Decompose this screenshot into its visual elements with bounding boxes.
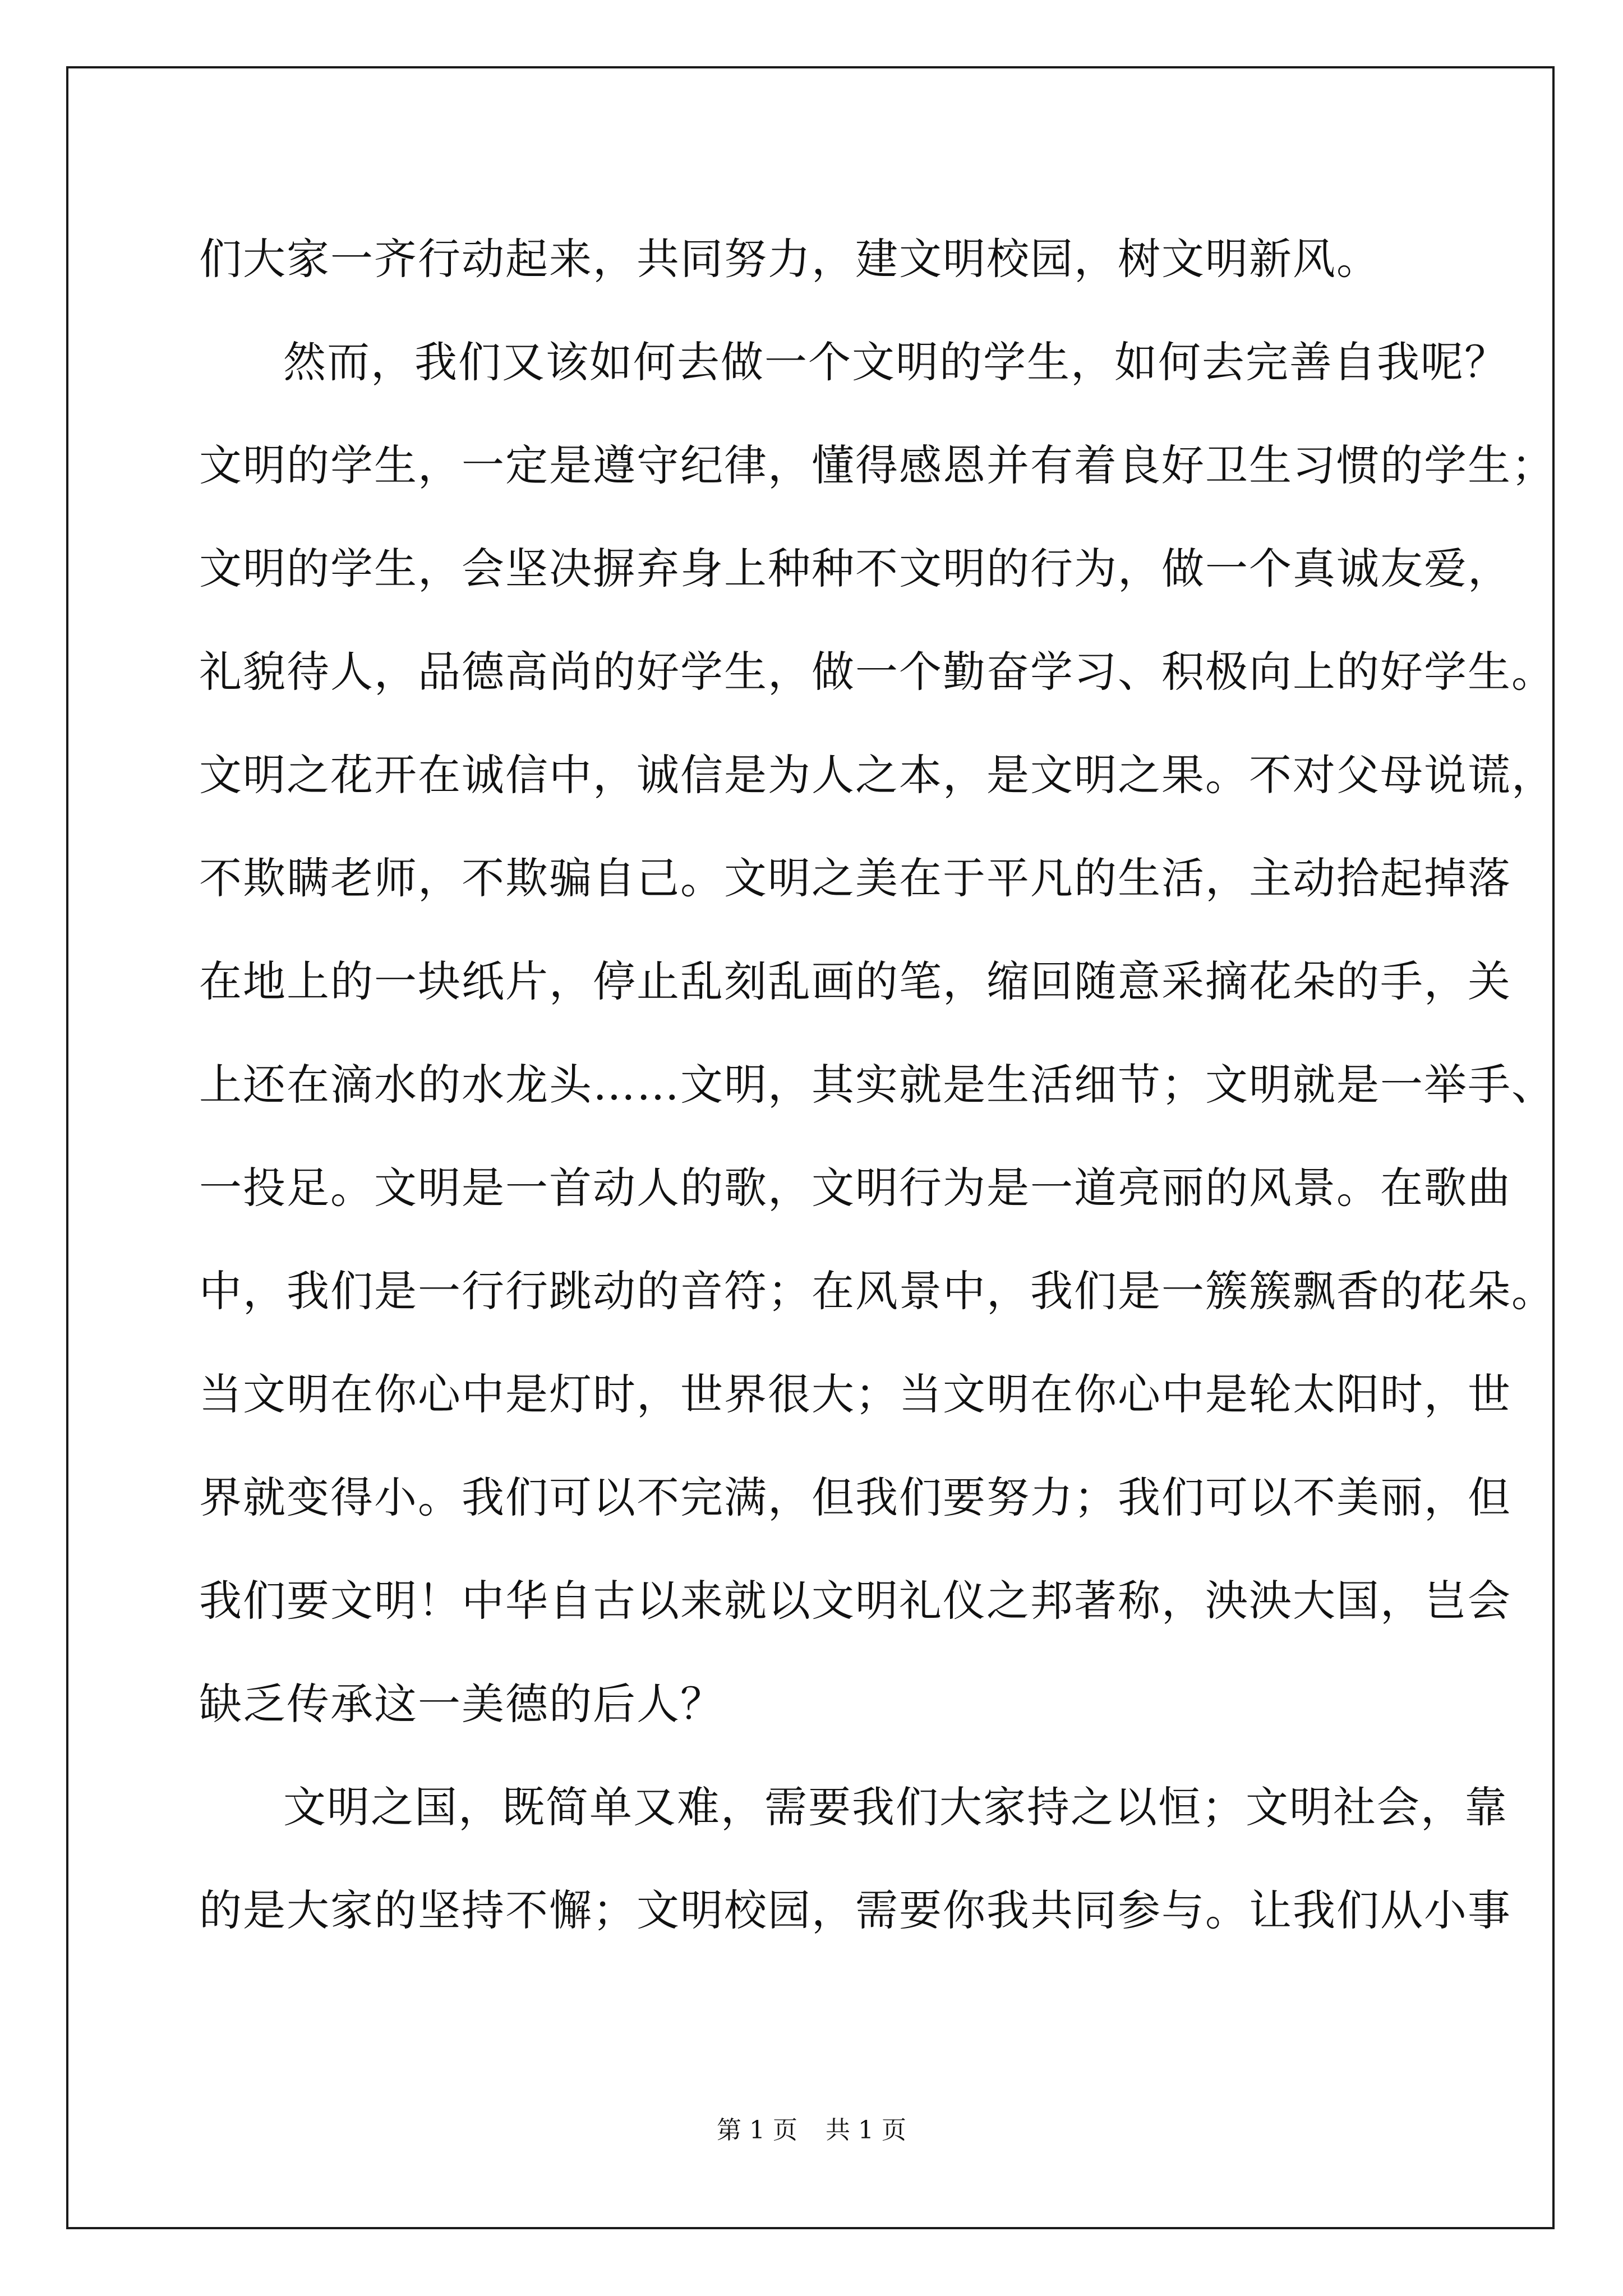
text-line: 文明之国，既简单又难，需要我们大家持之以恒；文明社会，靠 [283, 1782, 1508, 1832]
page-footer [0, 2114, 1623, 2147]
text-line: 文明的学生，一定是遵守纪律，懂得感恩并有着良好卫生习惯的学生； [199, 440, 1555, 490]
text-line: 然而，我们又该如何去做一个文明的学生，如何去完善自我呢？ [283, 337, 1508, 387]
document-body [199, 208, 1555, 1962]
text-line: 界就变得小。我们可以不完满，但我们要努力；我们可以不美丽，但 [199, 1473, 1511, 1522]
text-line: 一投足。文明是一首动人的歌，文明行为是一道亮丽的风景。在歌曲 [199, 1163, 1511, 1213]
text-line: 在地上的一块纸片，停止乱刻乱画的笔，缩回随意采摘花朵的手，关 [199, 956, 1511, 1006]
text-line: 我们要文明！中华自古以来就以文明礼仪之邦著称，泱泱大国，岂会 [199, 1576, 1511, 1626]
text-line: 的是大家的坚持不懈；文明校园，需要你我共同参与。让我们从小事 [199, 1885, 1511, 1935]
text-line: 文明的学生，会坚决摒弃身上种种不文明的行为，做一个真诚友爱， [199, 544, 1511, 593]
page-number-total: 共 1 页 [826, 2116, 906, 2145]
text-line: 们大家一齐行动起来，共同努力，建文明校园，树文明新风。 [199, 234, 1380, 284]
text-line: 不欺瞒老师，不欺骗自己。文明之美在于平凡的生活，主动拾起掉落 [199, 853, 1511, 903]
text-line: 上还在滴水的水龙头……文明，其实就是生活细节；文明就是一举手、 [199, 1060, 1555, 1110]
page-number-current: 第 1 页 [717, 2116, 797, 2145]
text-line: 缺乏传承这一美德的后人？ [199, 1679, 724, 1729]
text-line: 文明之花开在诚信中，诚信是为人之本，是文明之果。不对父母说谎， [199, 750, 1555, 800]
text-line: 当文明在你心中是灯时，世界很大；当文明在你心中是轮太阳时，世 [199, 1369, 1511, 1419]
text-line: 中，我们是一行行跳动的音符；在风景中，我们是一簇簇飘香的花朵。 [199, 1266, 1555, 1316]
text-line: 礼貌待人，品德高尚的好学生，做一个勤奋学习、积极向上的好学生。 [199, 647, 1555, 697]
